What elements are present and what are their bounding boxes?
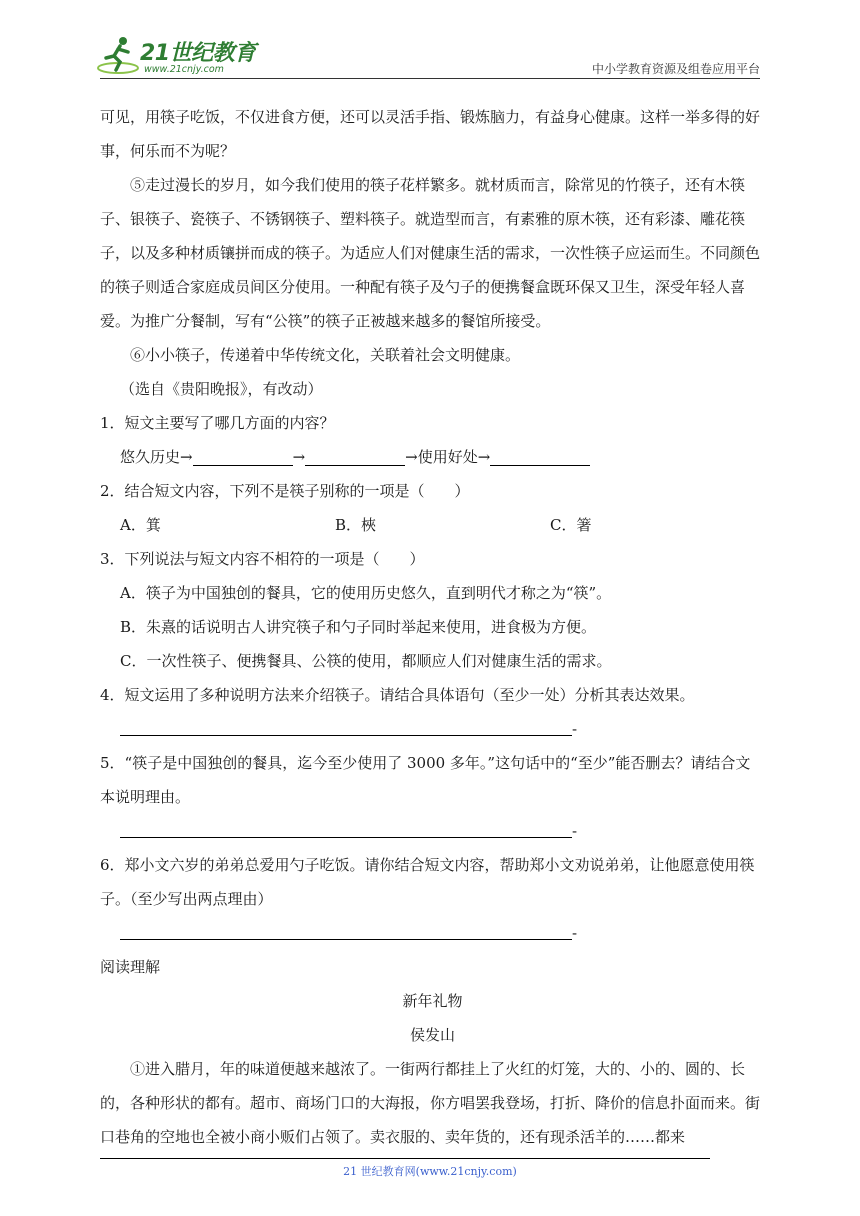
chain-part-3: →使用好处→ bbox=[405, 448, 491, 466]
question-1: 1．短文主要写了哪几方面的内容？ bbox=[100, 414, 335, 432]
answer-line-5[interactable] bbox=[100, 814, 765, 848]
logo-text: 21世纪教育 bbox=[140, 41, 256, 66]
logo-url: www.21cnjy.com bbox=[144, 64, 224, 75]
answer-blank-2[interactable] bbox=[305, 445, 405, 466]
answer-line-6[interactable] bbox=[100, 916, 765, 950]
q3-option-b[interactable]: B．朱熹的话说明古人讲究筷子和勺子同时举起来使用，进食极为方便。 bbox=[120, 618, 597, 636]
chain-part-1: 悠久历史→ bbox=[120, 448, 193, 466]
answer-blank-1[interactable] bbox=[193, 445, 293, 466]
answer-tail: - bbox=[572, 924, 578, 942]
option-c[interactable]: C．箸 bbox=[550, 516, 592, 534]
answer-rule bbox=[120, 815, 572, 838]
article-paragraph-1: ①进入腊月，年的味道便越来越浓了。一街两行都挂上了火红的灯笼，大的、小的、圆的、长的，各种形状的都有。超市、商场门口的大海报，你方唱罢我登场，打折、降价的信息扑面而来。街口巷角的空地也全被小商小贩们占领了。卖衣服的、卖年货的，还有现杀活羊的……都来 bbox=[100, 1060, 761, 1146]
answer-rule bbox=[120, 713, 572, 736]
passage-paragraph-6: ⑥小小筷子，传递着中华传统文化，关联着社会文明健康。 bbox=[130, 346, 521, 364]
q3-option-a[interactable]: A．筷子为中国独创的餐具，它的使用历史悠久，直到明代才称之为“筷”。 bbox=[120, 584, 612, 602]
question-5: 5．“筷子是中国独创的餐具，迄今至少使用了 3000 多年。”这句话中的“至少”能否删去？请结合文本说明理由。 bbox=[100, 754, 751, 806]
q3-option-c[interactable]: C．一次性筷子、便携餐具、公筷的使用，都顺应人们对健康生活的需求。 bbox=[120, 652, 612, 670]
page-footer[interactable]: 21 世纪教育网(www.21cnjy.com) bbox=[343, 1165, 517, 1178]
footer-divider bbox=[100, 1158, 710, 1159]
question-6: 6．郑小文六岁的弟弟总爱用勺子吃饭。请你结合短文内容，帮助郑小文劝说弟弟，让他愿意使用筷子。（至少写出两点理由） bbox=[100, 856, 755, 908]
question-1-chain bbox=[100, 440, 765, 474]
question-2-options bbox=[100, 508, 765, 542]
runner-logo-icon bbox=[96, 34, 140, 76]
document-body bbox=[100, 100, 765, 1154]
answer-tail: - bbox=[572, 720, 578, 738]
article-author: 侯发山 bbox=[409, 1026, 455, 1044]
option-a[interactable]: A．箕 bbox=[120, 516, 161, 534]
answer-line-4[interactable] bbox=[100, 712, 765, 746]
answer-blank-3[interactable] bbox=[490, 445, 590, 466]
option-b[interactable]: B．梜 bbox=[335, 516, 377, 534]
question-2: 2．结合短文内容，下列不是筷子别称的一项是（ ） bbox=[100, 482, 470, 500]
platform-title: 中小学教育资源及组卷应用平台 bbox=[591, 62, 760, 76]
question-4: 4．短文运用了多种说明方法来介绍筷子。请结合具体语句（至少一处）分析其表达效果。 bbox=[100, 686, 695, 704]
passage-paragraph-continued: 可见，用筷子吃饭，不仅进食方便，还可以灵活手指、锻炼脑力，有益身心健康。这样一举多得的好事，何乐而不为呢？ bbox=[100, 108, 761, 160]
chain-part-2: → bbox=[292, 448, 306, 466]
answer-rule bbox=[120, 917, 572, 940]
passage-source: （选自《贵阳晚报》，有改动） bbox=[120, 380, 323, 398]
section-label: 阅读理解 bbox=[100, 958, 161, 976]
passage-paragraph-5: ⑤走过漫长的岁月，如今我们使用的筷子花样繁多。就材质而言，除常见的竹筷子，还有木筷子、银筷子、瓷筷子、不锈钢筷子、塑料筷子。就造型而言，有素雅的原木筷，还有彩漆、雕花筷子，以及多种材质镶拼而成的筷子。为适应人们对健康生活的需求，一次性筷子应运而生。不同颜色的筷子则适合家庭成员间区分使用。一种配有筷子及勺子的便携餐盒既环保又卫生，深受年轻人喜爱。为推广分餐制，写有“公筷”的筷子正被越来越多的餐馆所接受。 bbox=[100, 176, 761, 330]
site-logo[interactable] bbox=[96, 34, 266, 78]
answer-tail: - bbox=[572, 822, 578, 840]
article-title: 新年礼物 bbox=[402, 992, 463, 1010]
page-header bbox=[0, 0, 860, 82]
header-divider bbox=[100, 78, 760, 79]
question-3: 3．下列说法与短文内容不相符的一项是（ ） bbox=[100, 550, 425, 568]
